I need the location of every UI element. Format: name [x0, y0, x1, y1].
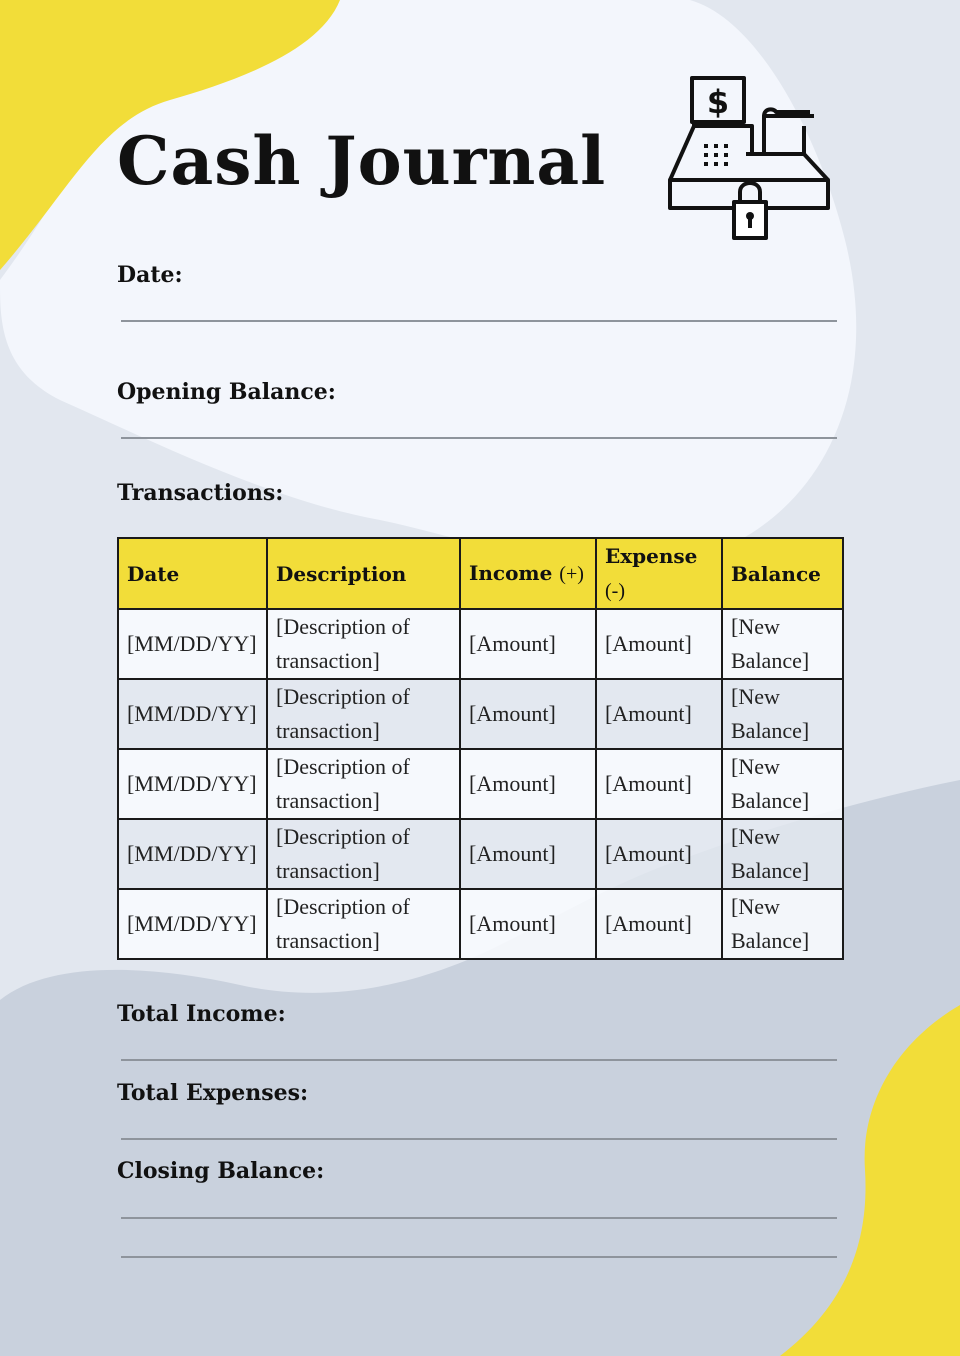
transactions-table [117, 537, 844, 960]
svg-text:$: $ [706, 83, 730, 121]
cell-description[interactable]: [Description of transaction] [267, 749, 460, 819]
opening-balance-label: Opening Balance: [117, 379, 336, 405]
date-line[interactable] [121, 320, 837, 322]
header-income [460, 538, 596, 609]
total-income-line[interactable] [121, 1059, 837, 1061]
cell-income[interactable]: [Amount] [460, 609, 596, 679]
cell-expense[interactable]: [Amount] [596, 609, 722, 679]
table-row [118, 609, 843, 679]
cell-description[interactable]: [Description of transaction] [267, 609, 460, 679]
header-description: Description [267, 538, 460, 609]
page-title: Cash Journal [117, 122, 607, 200]
closing-balance-line[interactable] [121, 1217, 837, 1219]
header-expense-suffix: (-) [605, 580, 625, 602]
cell-expense[interactable]: [Amount] [596, 889, 722, 959]
closing-balance-extra-line[interactable] [121, 1256, 837, 1258]
cell-date[interactable]: [MM/DD/YY] [118, 819, 267, 889]
total-income-label: Total Income: [117, 1001, 286, 1027]
cell-date[interactable]: [MM/DD/YY] [118, 679, 267, 749]
cell-expense[interactable]: [Amount] [596, 749, 722, 819]
total-expenses-label: Total Expenses: [117, 1080, 309, 1106]
header-balance: Balance [722, 538, 843, 609]
opening-balance-line[interactable] [121, 437, 837, 439]
cell-income[interactable]: [Amount] [460, 679, 596, 749]
table-row [118, 749, 843, 819]
header-expense-text: Expense [605, 544, 698, 568]
cell-balance[interactable]: [New Balance] [722, 889, 843, 959]
cell-date[interactable]: [MM/DD/YY] [118, 609, 267, 679]
cell-expense[interactable]: [Amount] [596, 819, 722, 889]
closing-balance-label: Closing Balance: [117, 1158, 325, 1184]
header-expense [596, 538, 722, 609]
transactions-label: Transactions: [117, 480, 284, 506]
cell-date[interactable]: [MM/DD/YY] [118, 749, 267, 819]
cell-balance[interactable]: [New Balance] [722, 749, 843, 819]
header-income-text: Income [469, 561, 553, 585]
table-row [118, 889, 843, 959]
cell-description[interactable]: [Description of transaction] [267, 819, 460, 889]
table-row [118, 819, 843, 889]
cell-income[interactable]: [Amount] [460, 819, 596, 889]
date-label: Date: [117, 262, 183, 288]
header-income-suffix: (+) [559, 563, 584, 585]
cell-description[interactable]: [Description of transaction] [267, 889, 460, 959]
cash-register-icon [664, 72, 834, 244]
cell-income[interactable]: [Amount] [460, 749, 596, 819]
total-expenses-line[interactable] [121, 1138, 837, 1140]
header-date: Date [118, 538, 267, 609]
table-row [118, 679, 843, 749]
cell-balance[interactable]: [New Balance] [722, 609, 843, 679]
cell-balance[interactable]: [New Balance] [722, 819, 843, 889]
cell-income[interactable]: [Amount] [460, 889, 596, 959]
table-header-row [118, 538, 843, 609]
cell-date[interactable]: [MM/DD/YY] [118, 889, 267, 959]
cell-description[interactable]: [Description of transaction] [267, 679, 460, 749]
cell-expense[interactable]: [Amount] [596, 679, 722, 749]
cell-balance[interactable]: [New Balance] [722, 679, 843, 749]
